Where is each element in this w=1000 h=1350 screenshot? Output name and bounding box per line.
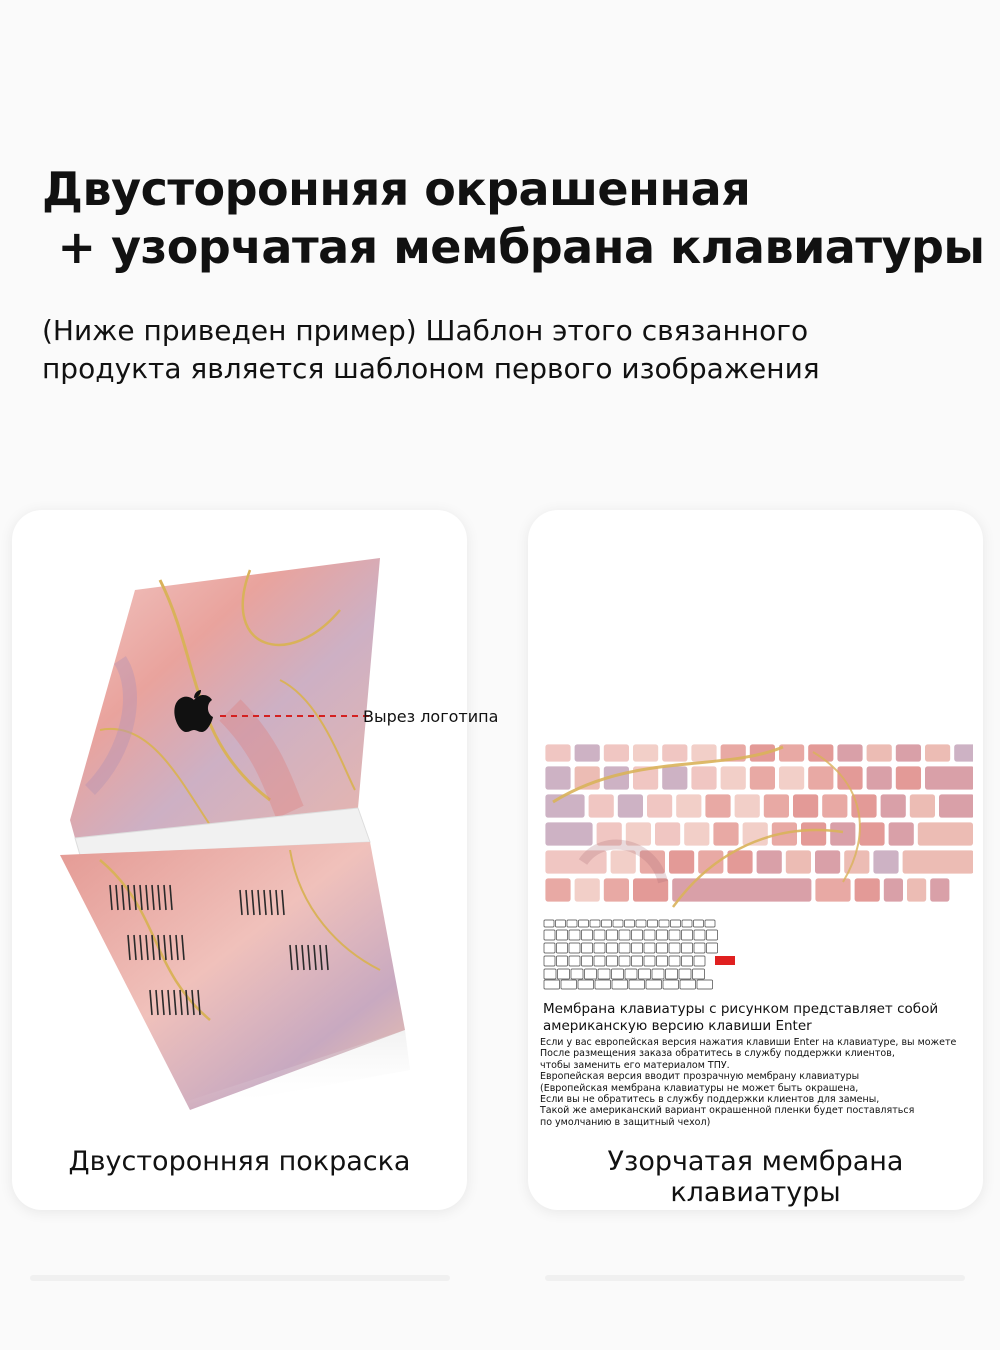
keyboard-layout-key: [612, 969, 624, 979]
keyboard-layout-key: [682, 920, 692, 927]
keyboard-layout-key: [682, 943, 693, 953]
keyboard-key: [647, 794, 673, 818]
keyboard-layout-key: [694, 930, 705, 940]
keyboard-key: [669, 850, 695, 874]
keyboard-layout-key: [707, 930, 718, 940]
keyboard-layout-key: [557, 956, 568, 966]
page-title-line-2: + узорчатая мембрана клавиатуры: [42, 220, 985, 274]
keyboard-layout-key: [657, 943, 668, 953]
enter-key-highlight: [715, 956, 735, 965]
patterned-keyboard-membrane-image: [543, 742, 973, 908]
keyboard-layout-key: [544, 969, 556, 979]
page-title: [42, 160, 992, 276]
keyboard-layout-key: [569, 943, 580, 953]
keyboard-key: [545, 766, 571, 790]
keyboard-key: [749, 766, 775, 790]
keyboard-layout-key: [582, 943, 593, 953]
keyboard-key: [545, 822, 593, 846]
keyboard-layout-key: [644, 956, 655, 966]
keyboard-key: [756, 850, 782, 874]
keyboard-key: [763, 794, 789, 818]
membrane-note-detail-line: (Европейская мембрана клавиатуры не может быть окрашена,: [540, 1082, 859, 1094]
keyboard-layout-key: [680, 980, 696, 989]
keyboard-key: [859, 822, 885, 846]
keyboard-layout-key: [594, 930, 605, 940]
keyboard-layout-key: [612, 980, 628, 989]
keyboard-key: [939, 794, 973, 818]
membrane-note-detail-line: Если у вас европейская версия нажатия клавиши Enter на клавиатуре, вы можете: [540, 1037, 957, 1048]
keyboard-layout-key: [594, 943, 605, 953]
keyboard-layout-key: [694, 943, 705, 953]
keyboard-key: [713, 822, 739, 846]
double-sided-paint-caption: Двусторонняя покраска: [68, 1146, 411, 1177]
keyboard-layout-key: [557, 930, 568, 940]
keyboard-key: [801, 822, 827, 846]
keyboard-key: [545, 878, 571, 902]
keyboard-key: [930, 878, 950, 902]
page-subtitle-line-1: (Ниже приведен пример) Шаблон этого связанного: [42, 314, 809, 347]
keyboard-layout-key: [669, 943, 680, 953]
laptop-lid: [70, 558, 380, 838]
keyboard-key: [815, 850, 841, 874]
keyboard-layout-key: [682, 930, 693, 940]
keyboard-layout-key: [544, 930, 555, 940]
membrane-note-detail-line: Такой же американский вариант окрашенной пленки будет поставляться: [540, 1105, 915, 1117]
membrane-note-detail-line: После размещения заказа обратитесь в службу поддержки клиентов,: [540, 1048, 895, 1060]
membrane-note-detail-line: чтобы заменить его материалом ТПУ.: [540, 1059, 730, 1071]
keyboard-key: [902, 850, 973, 874]
card-shadow-right: [545, 1275, 965, 1281]
keyboard-layout-key: [671, 920, 681, 927]
keyboard-key: [691, 766, 717, 790]
keyboard-layout-key: [657, 956, 668, 966]
keyboard-key: [909, 794, 935, 818]
keyboard-key: [684, 822, 710, 846]
double-sided-paint-card: [12, 510, 467, 1210]
keyboard-layout-key: [644, 943, 655, 953]
keyboard-key: [676, 794, 702, 818]
keyboard-layout-key: [544, 920, 554, 927]
keyboard-key: [907, 878, 927, 902]
keyboard-key: [883, 878, 903, 902]
keyboard-key: [655, 822, 681, 846]
keyboard-layout-key: [663, 980, 679, 989]
keyboard-layout-key: [632, 930, 643, 940]
keyboard-key: [610, 850, 636, 874]
card-shadow-left: [30, 1275, 450, 1281]
keyboard-keys: [545, 744, 973, 902]
keyboard-key: [895, 766, 921, 790]
keyboard-key: [705, 794, 731, 818]
laptop-case-image: [40, 550, 420, 1110]
keyboard-key: [917, 822, 973, 846]
keyboard-key: [574, 744, 600, 762]
keyboard-layout-key: [602, 920, 612, 927]
keyboard-layout-key: [556, 920, 566, 927]
keyboard-key: [720, 766, 746, 790]
keyboard-layout-keys: [544, 920, 718, 989]
keyboard-key: [662, 766, 688, 790]
keyboard-layout-key: [578, 980, 594, 989]
keyboard-key: [734, 794, 760, 818]
keyboard-layout-key: [707, 943, 718, 953]
keyboard-layout-key: [682, 956, 693, 966]
keyboard-key: [779, 766, 805, 790]
keyboard-key: [698, 850, 724, 874]
keyboard-layout-key: [625, 969, 637, 979]
keyboard-key: [545, 744, 571, 762]
keyboard-layout-key: [694, 956, 705, 966]
keyboard-key: [545, 794, 585, 818]
keyboard-layout-key: [561, 980, 577, 989]
keyboard-key: [880, 794, 906, 818]
keyboard-layout-key: [557, 943, 568, 953]
keyboard-key: [603, 878, 629, 902]
keyboard-layout-key: [619, 943, 630, 953]
keyboard-layout-key: [669, 930, 680, 940]
keyboard-key: [603, 744, 629, 762]
keyboard-key: [873, 850, 899, 874]
keyboard-key: [672, 878, 812, 902]
keyboard-layout-key: [595, 980, 611, 989]
keyboard-layout-key: [636, 920, 646, 927]
keyboard-layout-key: [558, 969, 570, 979]
keyboard-key: [588, 794, 614, 818]
keyboard-layout-key: [567, 920, 577, 927]
keyboard-layout-diagram: [543, 918, 743, 990]
keyboard-layout-key: [705, 920, 715, 927]
keyboard-layout-key: [639, 969, 651, 979]
keyboard-layout-key: [679, 969, 691, 979]
membrane-note-main-line: американскую версию клавиши Enter: [543, 1018, 812, 1034]
membrane-note-detail-line: Если вы не обратитесь в службу поддержки клиентов для замены,: [540, 1094, 880, 1106]
keyboard-layout-key: [648, 920, 658, 927]
keyboard-key: [808, 744, 834, 762]
keyboard-layout-key: [619, 930, 630, 940]
keyboard-key: [793, 794, 819, 818]
keyboard-layout-key: [607, 930, 618, 940]
keyboard-layout-key: [544, 943, 555, 953]
keyboard-key: [815, 878, 851, 902]
keyboard-layout-key: [569, 956, 580, 966]
keyboard-key: [895, 744, 921, 762]
keyboard-layout-key: [632, 943, 643, 953]
keyboard-layout-key: [582, 930, 593, 940]
keyboard-key: [633, 744, 659, 762]
keyboard-layout-key: [644, 930, 655, 940]
keyboard-layout-key: [582, 956, 593, 966]
keyboard-key: [822, 794, 848, 818]
keyboard-key: [617, 794, 643, 818]
keyboard-key: [888, 822, 914, 846]
keyboard-layout-key: [607, 943, 618, 953]
keyboard-layout-key: [694, 920, 704, 927]
keyboard-layout-key: [693, 969, 705, 979]
membrane-note-details: [540, 1037, 990, 1128]
keyboard-key: [866, 766, 892, 790]
keyboard-layout-key: [666, 969, 678, 979]
keyboard-key: [837, 744, 863, 762]
keyboard-layout-key: [659, 920, 669, 927]
keyboard-key: [925, 766, 973, 790]
keyboard-key: [691, 744, 717, 762]
keyboard-layout-key: [669, 956, 680, 966]
keyboard-key: [925, 744, 951, 762]
keyboard-layout-key: [571, 969, 583, 979]
keyboard-key: [954, 744, 973, 762]
keyboard-layout-key: [544, 956, 555, 966]
page-subtitle: [42, 312, 942, 388]
keyboard-membrane-caption: Узорчатая мембрана клавиатуры: [607, 1146, 904, 1208]
keyboard-layout-key: [697, 980, 713, 989]
keyboard-layout-key: [607, 956, 618, 966]
keyboard-layout-key: [629, 980, 645, 989]
keyboard-layout-key: [657, 930, 668, 940]
keyboard-layout-key: [544, 980, 560, 989]
keyboard-key: [866, 744, 892, 762]
keyboard-key: [574, 878, 600, 902]
membrane-note-main: [543, 1001, 973, 1035]
logo-cutout-label: Вырез логотипа: [363, 707, 499, 726]
keyboard-layout-key: [579, 920, 589, 927]
keyboard-layout-key: [590, 920, 600, 927]
membrane-note-detail-line: Европейская версия вводит прозрачную мембрану клавиатуры: [540, 1071, 860, 1083]
keyboard-layout-key: [625, 920, 635, 927]
keyboard-layout-key: [585, 969, 597, 979]
membrane-note-main-line: Мембрана клавиатуры с рисунком представляет собой: [543, 1001, 939, 1017]
keyboard-key: [662, 744, 688, 762]
keyboard-key: [830, 822, 856, 846]
keyboard-key: [854, 878, 880, 902]
keyboard-layout-key: [569, 930, 580, 940]
keyboard-key: [808, 766, 834, 790]
keyboard-layout-key: [646, 980, 662, 989]
page-subtitle-line-2: продукта является шаблоном первого изображения: [42, 352, 820, 385]
keyboard-key: [785, 850, 811, 874]
keyboard-layout-key: [594, 956, 605, 966]
keyboard-layout-key: [652, 969, 664, 979]
keyboard-layout-key: [619, 956, 630, 966]
membrane-note-detail-line: по умолчанию в защитный чехол): [540, 1116, 711, 1128]
page-title-line-1: Двусторонняя окрашенная: [42, 162, 751, 216]
keyboard-layout-key: [632, 956, 643, 966]
keyboard-layout-key: [598, 969, 610, 979]
keyboard-layout-key: [613, 920, 623, 927]
